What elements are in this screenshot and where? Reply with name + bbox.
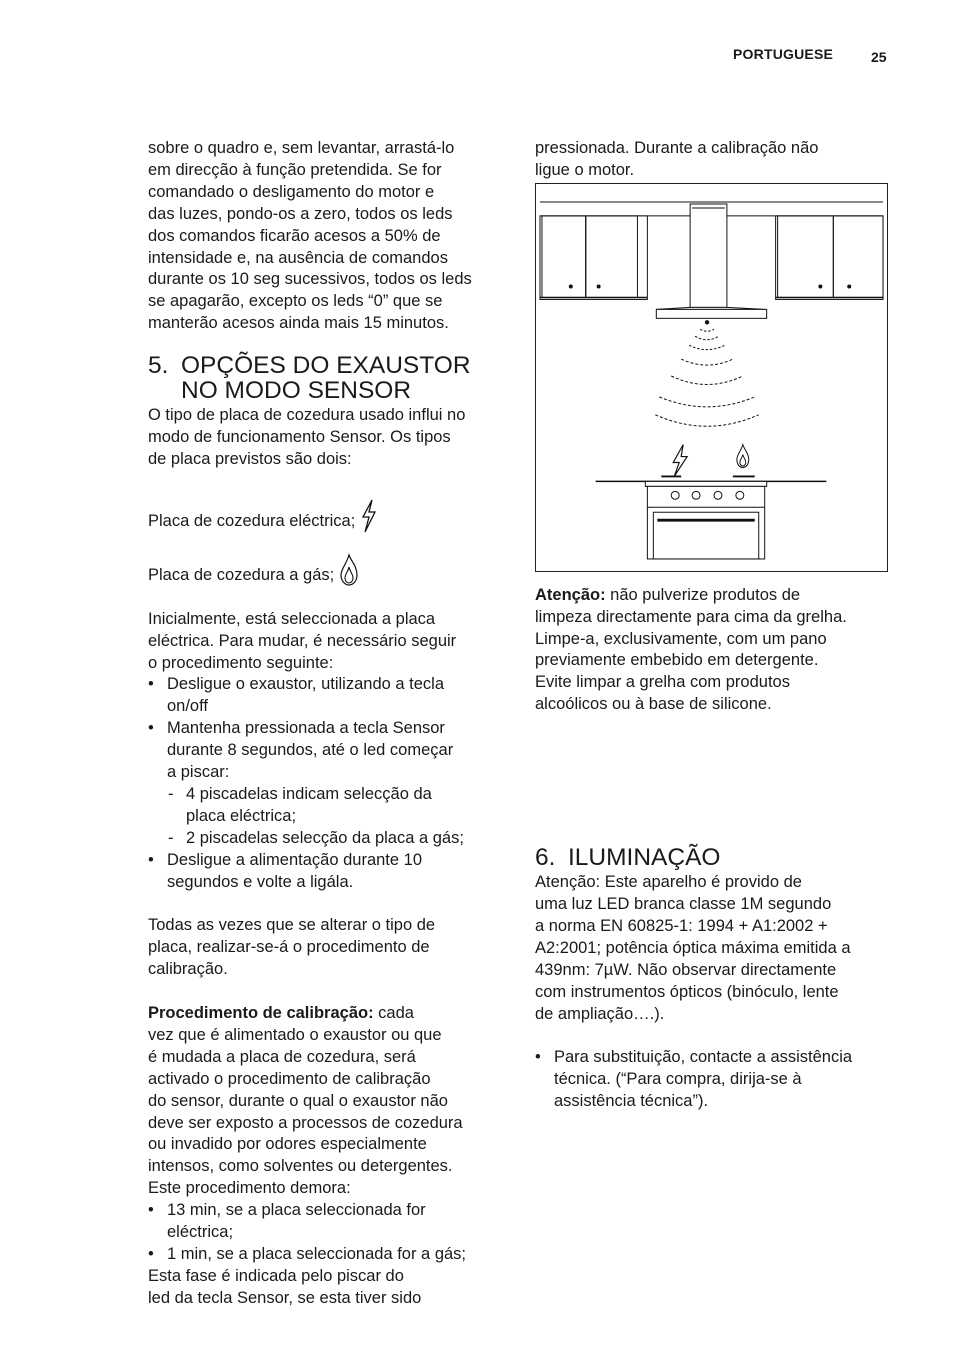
text-run: não pulverize produtos de bbox=[605, 585, 801, 604]
right-column bbox=[535, 138, 890, 1113]
section-6-heading bbox=[535, 845, 890, 870]
text-line: em direcção à função pretendida. Se for bbox=[148, 160, 442, 179]
list-item bbox=[148, 1200, 504, 1244]
section-number: 6. bbox=[535, 844, 556, 872]
text-line: • 13 min, se a placa seleccionada for bbox=[167, 1201, 426, 1220]
text-line: • Desligue a alimentação durante 10 bbox=[167, 850, 423, 869]
text-line: placa eléctrica; bbox=[186, 806, 297, 825]
sub-list-item bbox=[148, 784, 504, 828]
text-line: • Desligue o exaustor, utilizando a tecla bbox=[167, 675, 445, 694]
text-line: com instrumentos ópticos (binóculo, lente bbox=[535, 982, 839, 1001]
text-line: Evite limpar a grelha com produtos bbox=[535, 673, 790, 692]
gas-plate-row bbox=[148, 553, 504, 587]
list-item bbox=[148, 1244, 504, 1266]
list-item bbox=[148, 718, 504, 784]
lightning-icon bbox=[359, 499, 379, 533]
attention-label: Atenção: bbox=[535, 585, 606, 604]
init-paragraph bbox=[148, 609, 504, 675]
text-line: • Mantenha pressionada a tecla Sensor bbox=[167, 719, 445, 738]
text-line: ligue o motor. bbox=[535, 160, 635, 179]
text-line: eléctrica. Para mudar, é necessário seguir bbox=[148, 631, 457, 650]
text-run: cada bbox=[373, 1004, 414, 1023]
text-line: ou invadido por odores especialmente bbox=[148, 1135, 427, 1154]
text-line: de ampliação….). bbox=[535, 1004, 665, 1023]
text-line: se apagarão, excepto os leds “0” que se bbox=[148, 292, 443, 311]
section-title-line: NO MODO SENSOR bbox=[181, 377, 412, 405]
section-5-heading bbox=[148, 353, 504, 403]
attention-paragraph bbox=[535, 585, 890, 716]
text-line: - 2 piscadelas selecção da placa a gás; bbox=[186, 828, 464, 847]
sub-list-item bbox=[148, 828, 504, 850]
text-line: previamente embebido em detergente. bbox=[535, 651, 819, 670]
electric-plate-label: Placa de cozedura eléctrica; bbox=[148, 511, 356, 530]
text-line: - 4 piscadelas indicam selecção da bbox=[186, 785, 432, 804]
kitchen-hood-sensor-diagram bbox=[535, 183, 888, 572]
list-item bbox=[535, 1047, 890, 1113]
gas-plate-label: Placa de cozedura a gás; bbox=[148, 565, 335, 584]
intro-paragraph bbox=[148, 138, 504, 335]
text-line: intensos, como solventes ou detergentes. bbox=[148, 1157, 453, 1176]
text-line: eléctrica; bbox=[167, 1223, 234, 1242]
text-line: pressionada. Durante a calibração não bbox=[535, 139, 819, 157]
text-line: on/off bbox=[167, 697, 208, 716]
flame-icon bbox=[338, 553, 360, 587]
text-line: manterão acesos ainda mais 15 minutos. bbox=[148, 314, 449, 333]
text-line: limpeza directamente para cima da grelha. bbox=[535, 607, 847, 626]
text-line: assistência técnica”). bbox=[554, 1092, 709, 1111]
text-line: vez que é alimentado o exaustor ou que bbox=[148, 1025, 442, 1044]
text-line: segundos e volte a ligála. bbox=[167, 872, 354, 891]
text-line: Limpe-a, exclusivamente, com um pano bbox=[535, 629, 827, 648]
text-line: 439nm: 7µW. Não observar directamente bbox=[535, 960, 837, 979]
text-line: A2:2001; potência óptica máxima emitida a bbox=[535, 938, 851, 957]
header-language: PORTUGUESE bbox=[733, 46, 834, 62]
text-line: de placa previstos são dois: bbox=[148, 449, 352, 468]
text-line: Inicialmente, está seleccionada a placa bbox=[148, 609, 436, 628]
electric-plate-row bbox=[148, 499, 504, 533]
text-line: • Para substituição, contacte a assistência bbox=[554, 1048, 853, 1067]
section-title: ILUMINAÇÃO bbox=[568, 844, 721, 872]
left-column bbox=[148, 138, 504, 1310]
text-line: uma luz LED branca classe 1M segundo bbox=[535, 895, 832, 914]
page-number: 25 bbox=[871, 49, 887, 65]
section-title-line: OPÇÕES DO EXAUSTOR bbox=[181, 352, 471, 380]
list-item bbox=[148, 674, 504, 718]
text-line: Este procedimento demora: bbox=[148, 1179, 351, 1198]
section-5-intro bbox=[148, 405, 504, 471]
text-line: técnica. (“Para compra, dirija-se à bbox=[554, 1070, 802, 1089]
text-line: activado o procedimento de calibração bbox=[148, 1069, 431, 1088]
change-paragraph bbox=[148, 915, 504, 981]
section-6-body bbox=[535, 872, 890, 1025]
text-line: Todas as vezes que se alterar o tipo de bbox=[148, 916, 436, 935]
text-line: placa, realizar-se-á o procedimento de bbox=[148, 938, 430, 957]
text-line: intensidade e, na ausência de comandos bbox=[148, 248, 448, 267]
text-line: dos comandos ficarão acesos a 50% de bbox=[148, 226, 441, 245]
text-line: durante os 10 seg sucessivos, todos os leds bbox=[148, 270, 472, 289]
text-line: sobre o quadro e, sem levantar, arrastá-lo bbox=[148, 139, 455, 157]
text-line: led da tecla Sensor, se esta tiver sido bbox=[148, 1288, 422, 1307]
text-line: calibração. bbox=[148, 960, 228, 979]
text-line: a piscar: bbox=[167, 763, 230, 782]
text-line: • 1 min, se a placa seleccionada for a gás; bbox=[167, 1245, 467, 1264]
text-line: das luzes, pondo-os a zero, todos os leds bbox=[148, 204, 453, 223]
text-line: alcoólicos ou à base de silicone. bbox=[535, 695, 772, 714]
calibration-paragraph bbox=[148, 1003, 504, 1200]
text-line: Esta fase é indicada pelo piscar do bbox=[148, 1266, 404, 1285]
text-line: O tipo de placa de cozedura usado influi no bbox=[148, 406, 466, 425]
text-line: modo de funcionamento Sensor. Os tipos bbox=[148, 428, 451, 447]
text-line: deve ser exposto a processos de cozedura bbox=[148, 1113, 463, 1132]
text-line: do sensor, durante o qual o exaustor não bbox=[148, 1091, 448, 1110]
text-line: Atenção: Este aparelho é provido de bbox=[535, 873, 802, 892]
text-line: é mudada a placa de cozedura, será bbox=[148, 1047, 416, 1066]
list-item bbox=[148, 850, 504, 894]
section-number: 5. bbox=[148, 352, 169, 380]
text-line: a norma EN 60825-1: 1994 + A1:2002 + bbox=[535, 916, 828, 935]
text-line: durante 8 segundos, até o led começar bbox=[167, 741, 454, 760]
text-line: comandado o desligamento do motor e bbox=[148, 182, 435, 201]
text-line: o procedimento seguinte: bbox=[148, 653, 334, 672]
calibration-label: Procedimento de calibração: bbox=[148, 1004, 374, 1023]
